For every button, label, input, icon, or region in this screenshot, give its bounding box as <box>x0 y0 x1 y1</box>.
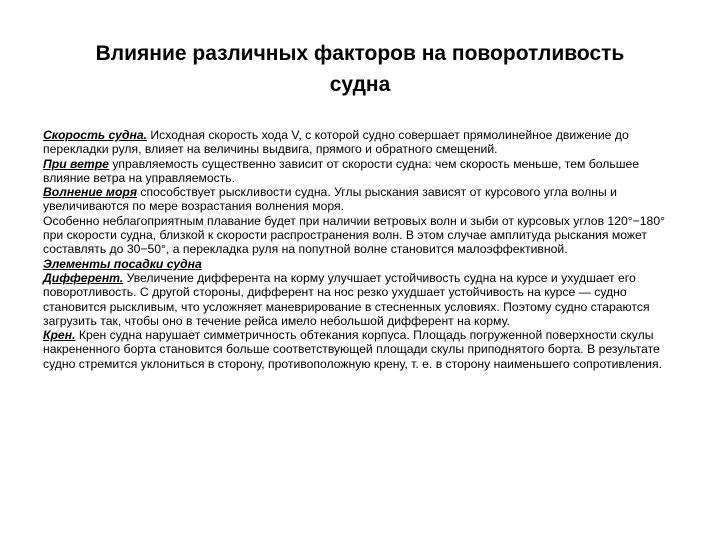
text-swell: Особенно неблагоприятным плавание будет при наличии ветровых волн и зыби от курсовых углов 120°−180° при скорости судна, близкой к скорости распространения волн. В этом случае амплитуда рыскания может составлять до 30−50°, а перекладка руля на попутной волне становится малоэффективной. <box>43 213 665 257</box>
term-trim: Дифферент. <box>43 270 124 285</box>
paragraph-landing-heading <box>43 257 673 271</box>
title-line-2: судна <box>329 73 391 96</box>
term-landing-elements: Элементы посадки судна <box>43 256 202 271</box>
paragraph-swell <box>43 214 673 257</box>
paragraph-waves <box>43 185 673 214</box>
term-wind: При ветре <box>43 156 109 171</box>
slide-title <box>40 38 680 100</box>
paragraph-trim <box>43 271 673 328</box>
text-heel: Крен судна нарушает симметричность обтекания корпуса. Площадь погруженной поверхности скулы накрененного борта становится больше соответствующей площади скулы приподнятого борта. В результате судно стремится уклониться в сторону, противоположную крену, т. е. в сторону наименьшего сопротивления. <box>43 328 662 371</box>
text-waves: способствует рыскливости судна. Углы рыскания зависят от курсового угла волны и увеличиваются по мере возрастания волнения моря. <box>43 185 617 214</box>
paragraph-wind <box>43 157 673 186</box>
text-trim: Увеличение дифферента на корму улучшает устойчивость судна на курсе и ухудшает его поворотливость. С другой стороны, дифферент на нос резко ухудшает устойчивость на курсе — судно становится рыскливым, что усложняет маневрирование в стесненных условиях. Поэтому судно стараются загрузить так, чтобы оно в течение рейса имело небольшой дифферент на корму. <box>43 270 650 328</box>
term-speed: Скорость судна. <box>43 128 148 142</box>
text-wind: управляемость существенно зависит от скорости судна: чем скорость меньше, тем большее влияние ветра на управляемость. <box>43 156 640 185</box>
title-line-1: Влияние различных факторов на поворотливость <box>95 42 625 65</box>
term-waves: Волнение моря <box>43 185 138 200</box>
text-speed: Исходная скорость хода V, с которой судно совершает прямолинейное движение до перекладки руля, влияет на величины выдвига, прямого и обратного смещений. <box>43 128 629 157</box>
paragraph-speed <box>43 128 673 157</box>
body-text <box>43 128 673 371</box>
term-heel: Крен. <box>43 328 76 343</box>
paragraph-heel <box>43 328 673 371</box>
